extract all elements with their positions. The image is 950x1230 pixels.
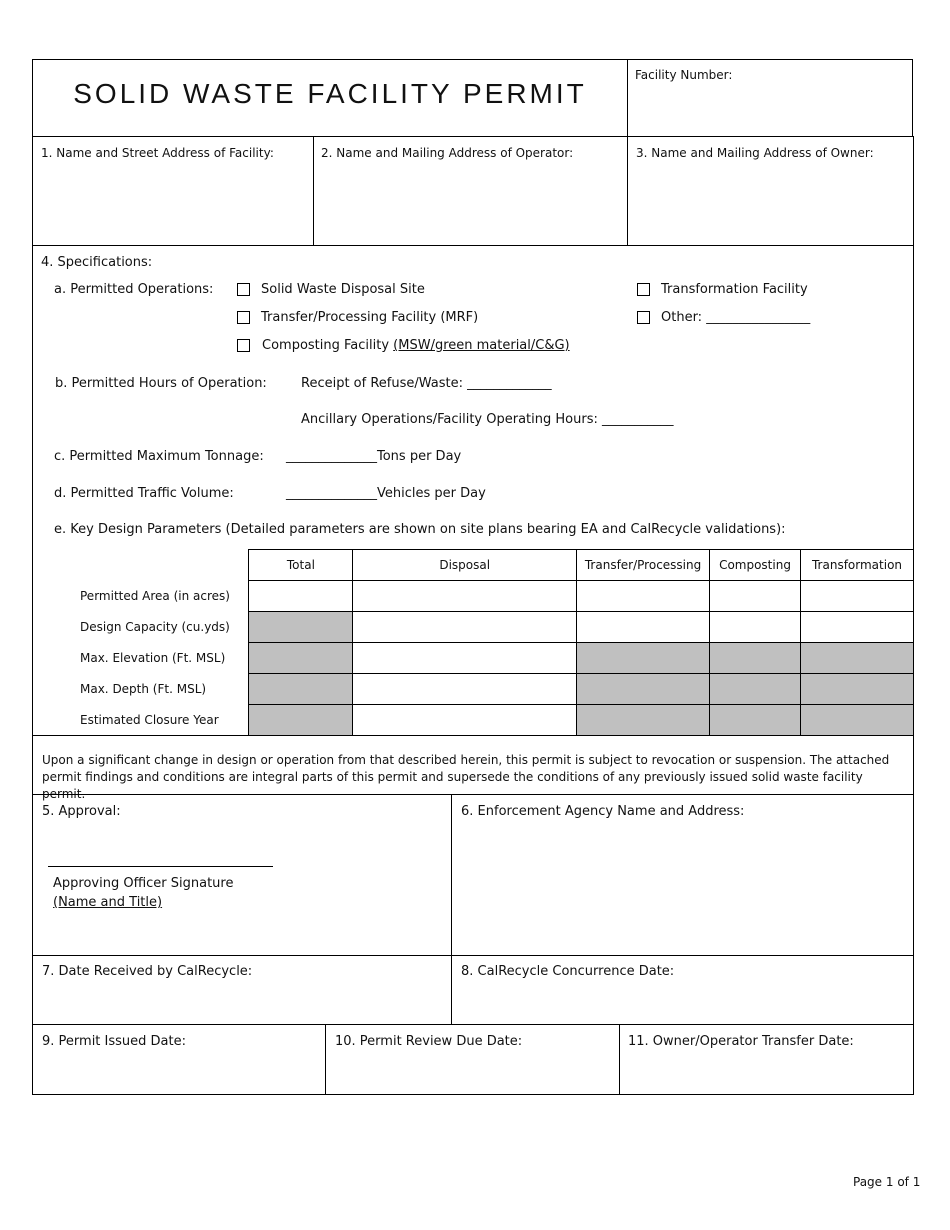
cell-input[interactable] bbox=[577, 612, 710, 643]
cell-input[interactable] bbox=[353, 612, 577, 643]
key-design-parameters-table bbox=[78, 549, 914, 736]
cell-disabled bbox=[249, 643, 353, 674]
page-number: Page 1 of 1 bbox=[853, 1175, 921, 1189]
cell-input[interactable] bbox=[710, 581, 801, 612]
cell-input[interactable] bbox=[353, 674, 577, 705]
cell-input[interactable] bbox=[249, 581, 353, 612]
facility-address-label: 1. Name and Street Address of Facility: bbox=[41, 146, 274, 160]
cell-input[interactable] bbox=[577, 581, 710, 612]
signature-line[interactable] bbox=[48, 866, 273, 867]
cell-disabled bbox=[801, 705, 914, 736]
cell-disabled bbox=[249, 705, 353, 736]
ancillary-field[interactable]: Ancillary Operations/Facility Operating Hours: ___________ bbox=[301, 412, 674, 427]
facility-number-label: Facility Number: bbox=[635, 68, 733, 82]
cell-disabled bbox=[801, 674, 914, 705]
key-design-parameters-label: e. Key Design Parameters (Detailed parameters are shown on site plans bearing EA and CalRecycle validations): bbox=[54, 522, 786, 537]
table-row bbox=[78, 643, 914, 674]
cell-disabled bbox=[577, 674, 710, 705]
transformation-checkbox[interactable] bbox=[637, 283, 650, 296]
cell-input[interactable] bbox=[801, 581, 914, 612]
tonnage-field[interactable]: ______________Tons per Day bbox=[286, 449, 462, 464]
cell-input[interactable] bbox=[353, 705, 577, 736]
signature-label: Approving Officer Signature bbox=[53, 876, 234, 891]
operator-address-label: 2. Name and Mailing Address of Operator: bbox=[321, 146, 574, 160]
table-row bbox=[78, 705, 914, 736]
owner-address-label: 3. Name and Mailing Address of Owner: bbox=[636, 146, 874, 160]
notice-text: Upon a significant change in design or operation from that described herein, this permit is subject to revocation or suspension. The attached permit findings and conditions are integral parts of this permit and supersede the conditions of any previously issued solid waste facility permit. bbox=[42, 753, 890, 801]
row-label-area: Permitted Area (in acres) bbox=[80, 589, 230, 603]
approval-label: 5. Approval: bbox=[42, 804, 121, 819]
specifications-heading: 4. Specifications: bbox=[41, 255, 153, 270]
receipt-field[interactable]: Receipt of Refuse/Waste: _____________ bbox=[301, 376, 552, 391]
cell-disabled bbox=[710, 705, 801, 736]
column-header-transformation: Transformation bbox=[801, 550, 914, 581]
permit-issued-date-label: 9. Permit Issued Date: bbox=[42, 1034, 186, 1049]
transformation-label: Transformation Facility bbox=[661, 282, 808, 297]
transfer-date-label: 11. Owner/Operator Transfer Date: bbox=[628, 1034, 854, 1049]
cell-disabled bbox=[710, 643, 801, 674]
row-label-capacity: Design Capacity (cu.yds) bbox=[80, 620, 230, 634]
review-due-date-label: 10. Permit Review Due Date: bbox=[335, 1034, 523, 1049]
transfer-processing-label: Transfer/Processing Facility (MRF) bbox=[261, 310, 479, 325]
row-label-closure: Estimated Closure Year bbox=[80, 713, 219, 727]
cell-input[interactable] bbox=[801, 612, 914, 643]
column-header-composting: Composting bbox=[710, 550, 801, 581]
transfer-processing-checkbox[interactable] bbox=[237, 311, 250, 324]
date-received-label: 7. Date Received by CalRecycle: bbox=[42, 964, 253, 979]
column-header-total: Total bbox=[249, 550, 353, 581]
disposal-site-label: Solid Waste Disposal Site bbox=[261, 282, 425, 297]
permitted-operations-label: a. Permitted Operations: bbox=[54, 282, 214, 297]
composting-label-suffix: (MSW/green material/C&G) bbox=[393, 338, 570, 353]
enforcement-agency-label: 6. Enforcement Agency Name and Address: bbox=[461, 804, 745, 819]
composting-label-prefix: Composting Facility bbox=[262, 338, 390, 353]
row-label-depth: Max. Depth (Ft. MSL) bbox=[80, 682, 207, 696]
table-row bbox=[78, 674, 914, 705]
name-title-label: (Name and Title) bbox=[53, 895, 163, 910]
cell-disabled bbox=[577, 643, 710, 674]
concurrence-date-label: 8. CalRecycle Concurrence Date: bbox=[461, 964, 675, 979]
cell-disabled bbox=[710, 674, 801, 705]
cell-disabled bbox=[249, 674, 353, 705]
traffic-label: d. Permitted Traffic Volume: bbox=[54, 486, 234, 501]
cell-input[interactable] bbox=[710, 612, 801, 643]
cell-input[interactable] bbox=[353, 643, 577, 674]
table-header-row bbox=[78, 550, 914, 581]
composting-checkbox[interactable] bbox=[237, 339, 250, 352]
cell-disabled bbox=[249, 612, 353, 643]
cell-disabled bbox=[801, 643, 914, 674]
hours-label: b. Permitted Hours of Operation: bbox=[55, 376, 267, 391]
other-label[interactable]: Other: ________________ bbox=[661, 310, 811, 325]
table-row bbox=[78, 612, 914, 643]
composting-label bbox=[262, 338, 570, 354]
page-title: SOLID WASTE FACILITY PERMIT bbox=[73, 78, 587, 109]
disposal-site-checkbox[interactable] bbox=[237, 283, 250, 296]
tonnage-label: c. Permitted Maximum Tonnage: bbox=[54, 449, 264, 464]
cell-disabled bbox=[577, 705, 710, 736]
row-label-elevation: Max. Elevation (Ft. MSL) bbox=[80, 651, 226, 665]
table-row bbox=[78, 581, 914, 612]
other-checkbox[interactable] bbox=[637, 311, 650, 324]
traffic-field[interactable]: ______________Vehicles per Day bbox=[286, 486, 486, 501]
column-header-disposal: Disposal bbox=[353, 550, 577, 581]
cell-input[interactable] bbox=[353, 581, 577, 612]
column-header-transfer: Transfer/Processing bbox=[577, 550, 710, 581]
